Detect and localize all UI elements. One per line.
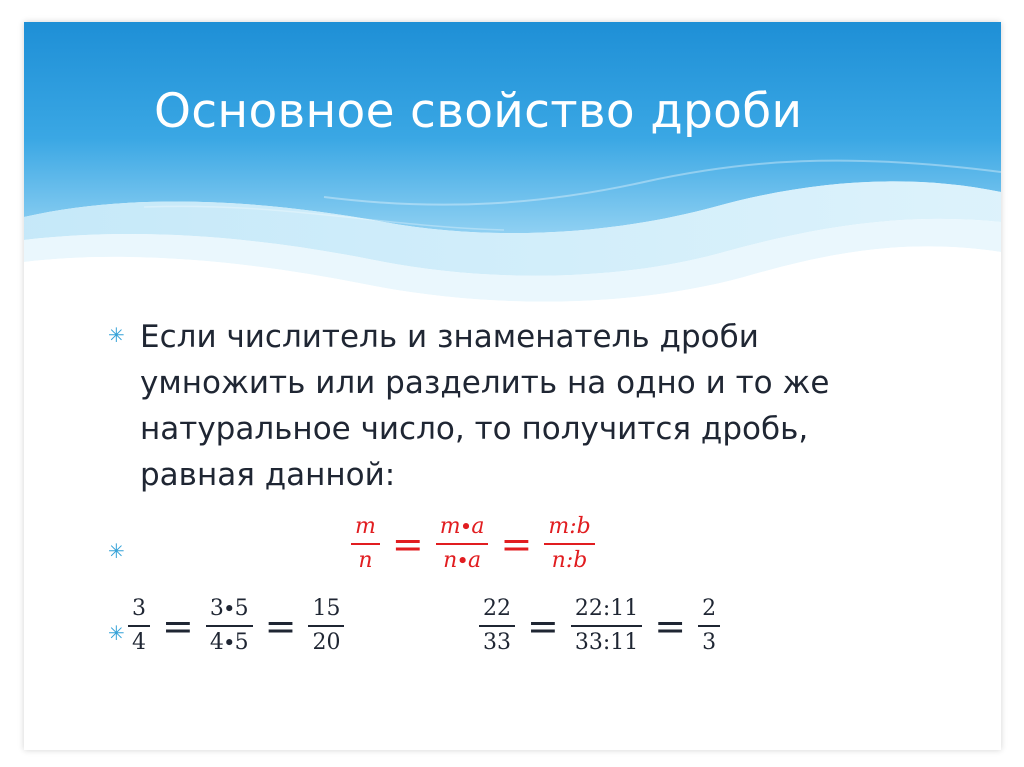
slide bbox=[24, 22, 1001, 750]
fraction-bar bbox=[206, 625, 253, 627]
rule-formula bbox=[347, 516, 599, 572]
bullet-icon: ✳ bbox=[108, 539, 125, 563]
equals-sign: = bbox=[500, 522, 533, 566]
example-multiply-formula bbox=[124, 598, 348, 654]
fraction-bar bbox=[698, 625, 720, 627]
fraction-bar bbox=[308, 625, 344, 627]
fraction bbox=[544, 516, 594, 572]
numerator: 22:11 bbox=[574, 596, 639, 621]
denominator: 3 bbox=[702, 630, 717, 655]
fraction-bar bbox=[436, 543, 489, 545]
denominator: 4∙5 bbox=[209, 630, 249, 655]
fraction-bar bbox=[128, 625, 150, 627]
numerator: m:b bbox=[548, 514, 591, 539]
numerator: m∙a bbox=[439, 514, 485, 539]
fraction bbox=[479, 598, 515, 654]
equals-sign: = bbox=[391, 522, 424, 566]
equals-sign: = bbox=[162, 604, 194, 648]
equals-sign: = bbox=[527, 604, 559, 648]
fraction bbox=[436, 516, 489, 572]
bullet-icon: ✳ bbox=[108, 621, 125, 645]
numerator: 15 bbox=[312, 596, 341, 621]
fraction bbox=[698, 598, 720, 654]
equals-sign: = bbox=[264, 604, 297, 648]
fraction-bar bbox=[544, 543, 594, 545]
fraction-bar bbox=[351, 543, 380, 545]
fraction bbox=[128, 598, 150, 654]
denominator: 33 bbox=[483, 630, 511, 655]
fraction-bar bbox=[571, 625, 642, 627]
bullet-icon: ✳ bbox=[108, 323, 125, 347]
numerator: 2 bbox=[702, 596, 717, 621]
numerator: m bbox=[355, 514, 376, 539]
slide-title: Основное свойство дроби bbox=[154, 84, 803, 139]
denominator: n bbox=[358, 548, 373, 573]
rule-paragraph: Если числитель и знаменатель дроби умножить или разделить на одно и то же натуральное число, то получится дробь, равная данной: bbox=[140, 319, 830, 493]
denominator: 4 bbox=[132, 630, 146, 655]
fraction bbox=[351, 516, 380, 572]
fraction bbox=[206, 598, 253, 654]
wave-header-background bbox=[24, 22, 1001, 322]
fraction bbox=[308, 598, 344, 654]
denominator: n∙a bbox=[443, 548, 482, 573]
denominator: 33:11 bbox=[574, 630, 639, 655]
fraction bbox=[571, 598, 642, 654]
equals-sign: = bbox=[654, 604, 687, 648]
numerator: 22 bbox=[483, 596, 511, 621]
denominator: 20 bbox=[312, 630, 341, 655]
fraction-bar bbox=[479, 625, 515, 627]
denominator: n:b bbox=[551, 548, 588, 573]
numerator: 3 bbox=[132, 596, 146, 621]
numerator: 3∙5 bbox=[209, 596, 249, 621]
example-divide-formula bbox=[475, 598, 724, 654]
